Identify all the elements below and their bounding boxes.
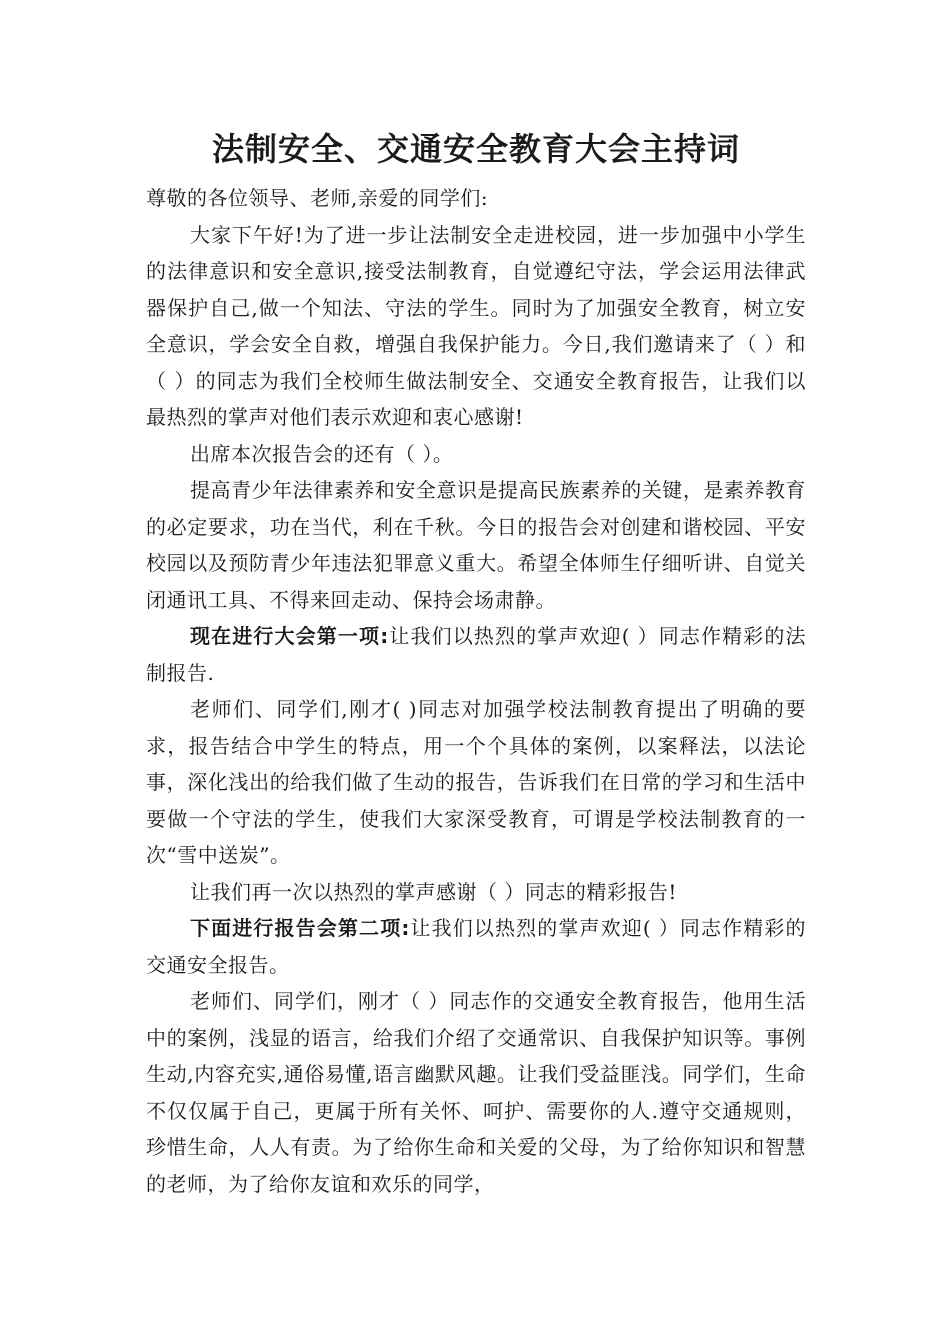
paragraph-lead: 现在进行大会第一项: (190, 624, 389, 648)
paragraph-opening (146, 217, 806, 436)
paragraph-traffic-summary (146, 983, 806, 1202)
paragraph-significance (146, 472, 806, 618)
paragraph-text: 大家下午好!为了进一步让法制安全走进校园，进一步加强中小学生的法律意识和安全意识,接受法制教育，自觉遵纪守法，学会运用法律武器保护自己,做一个知法、守法的学生。同时为了加强安全教育，树立安全意识，学会安全自救，增强自我保护能力。今日,我们邀请来了（ ）和（ ）的同志为我们全校师生做法制安全、交通安全教育报告，让我们以最热烈的掌声对他们表示欢迎和衷心感谢! (146, 222, 806, 429)
paragraph-text: 让我们以热烈的掌声欢迎( ）同志作精彩的交通安全报告。 (146, 916, 806, 977)
paragraph-text: 老师们、同学们，刚才（ ）同志作的交通安全教育报告，他用生活中的案例，浅显的语言，给我们介绍了交通常识、自我保护知识等。事例生动,内容充实,通俗易懂,语言幽默风趣。让我们受益匪浅。同学们，生命不仅仅属于自己，更属于所有关怀、呵护、需要你的人.遵守交通规则，珍惜生命，人人有责。为了给你生命和关爱的父母，为了给你知识和智慧的老师，为了给你友谊和欢乐的同学， (146, 989, 806, 1196)
paragraph-text: 让我们以热烈的掌声欢迎( ）同志作精彩的法制报告. (146, 624, 806, 685)
paragraph-attendees (146, 436, 806, 473)
paragraph-legal-summary (146, 691, 806, 874)
paragraph-thanks (146, 874, 806, 911)
paragraph-text: 提高青少年法律素养和安全意识是提高民族素养的关键，是素养教育的必定要求，功在当代，利在千秋。今日的报告会对创建和谐校园、平安校园以及预防青少年违法犯罪意义重大。希望全体师生仔细听讲、自觉关闭通讯工具、不得来回走动、保持会场肃静。 (146, 478, 806, 612)
paragraph-text: 让我们再一次以热烈的掌声感谢（ ）同志的精彩报告! (190, 879, 677, 904)
document-title: 法制安全、交通安全教育大会主持词 (211, 130, 740, 168)
paragraph-text: 出席本次报告会的还有（ ）。 (190, 441, 454, 466)
document-page (146, 118, 806, 1202)
greeting: 尊敬的各位领导、老师,亲爱的同学们: (146, 186, 489, 210)
paragraph-text: 老师们、同学们,刚才( )同志对加强学校法制教育提出了明确的要求，报告结合中学生的特点，用一个个具体的案例，以案释法，以法论事，深化浅出的给我们做了生动的报告，告诉我们在日常的学习和生活中要做一个守法的学生，使我们大家深受教育，可谓是学校法制教育的一次“雪中送炭”。 (146, 697, 806, 867)
paragraph-lead: 下面进行报告会第二项: (190, 916, 410, 940)
paragraph-item-one (146, 618, 806, 691)
paragraph-item-two (146, 910, 806, 983)
